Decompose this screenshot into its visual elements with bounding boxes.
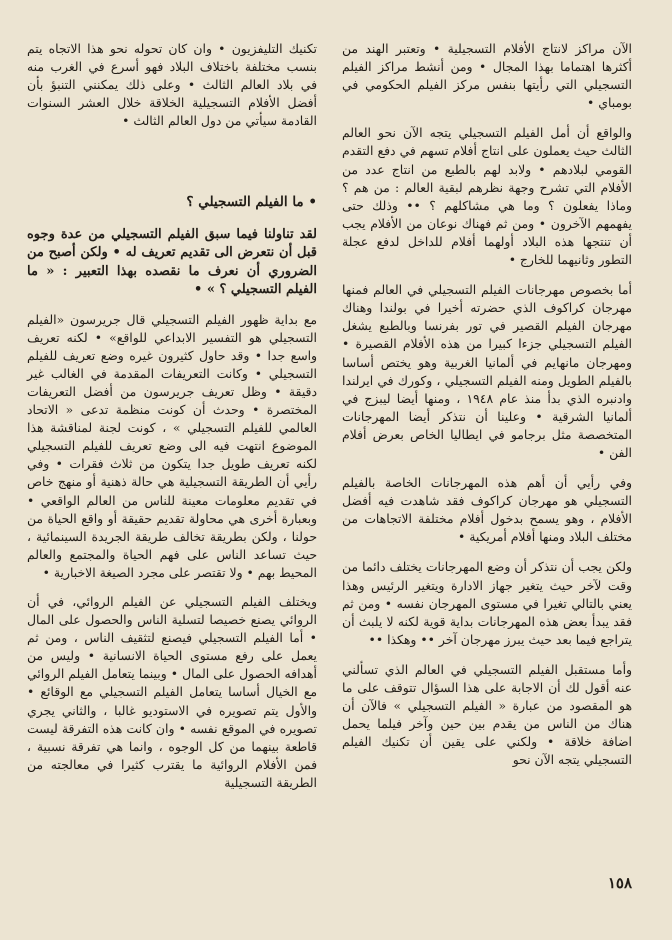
- paragraph: وفي رأيي أن أهم هذه المهرجانات الخاصة بالفيلم التسجيلي هو مهرجان كراكوف فقد شاهدت فيه أفضل الأفلام ، وهو يسمح بدخول أفلام مختلفة الاتجاهات من مختلف البلاد ومنها أفلام أمريكية •: [342, 475, 632, 545]
- paragraph: أما بخصوص مهرجانات الفيلم التسجيلي في العالم فمنها مهرجان كراكوف الذي حضرته أخيرا في بولندا وهناك مهرجان الفيلم القصير في تور بفرنسا وبالطبع يشغل الفيلم التسجيلي جزءا كبيرا من هذه الأفلام القصيرة • ومهرجان مانهايم في ألمانيا الغربية وهو يختص أساسا بالفيلم الطويل ومنه الفيلم التسجيلي ، وكورك في ايرلندا وادنبره الذي بدأ منذ عام ١٩٤٨ ، ومنها أيضا ليبزج في ألمانيا الشرقية • وعلينا أن نتذكر أيضا المهرجانات المتخصصة مثل برجامو في ايطاليا الخاص بعرض أفلام الفن •: [342, 282, 632, 460]
- right-column: [342, 40, 632, 781]
- paragraph: ولكن يجب أن نتذكر أن وضع المهرجانات يختلف دائما من وقت لآخر حيث يتغير جهاز الادارة ويتغير الرئيس وهذا يعني بالتالي تغيرا في مستوى المهرجان نفسه • ومن ثم فقد يبدأ بعض هذه المهرجانات بداية قوية لكنه لا يلبث أن يتراجع فيما بعد حيث يبرز مهرجان آخر •• وهكذا ••: [342, 559, 632, 647]
- lead-paragraph: لقد تناولنا فيما سبق الفيلم التسجيلي من عدة وجوه قبل أن نتعرض الى تقديم تعريف له • ولكن أصبح من الضروري أن نعرف ما نقصده بهذا التعبير : « ما الفيلم التسجيلي ؟ » •: [27, 226, 317, 298]
- paragraph: مع بداية ظهور الفيلم التسجيلي قال جريرسون «الفيلم التسجيلي هو التفسير الابداعي للواقع» • لكنه تعريف واسع جدا • وقد حاول كثيرون غيره وضع تعريف للفيلم التسجيلي • وكانت التعريفات المقدمة في الغالب غير دقيقة • وظل تعريف جريرسون من أفضل التعريفات المختصرة • وحدث أن كونت منظمة تدعى « الاتحاد العالمي للفيلم التسجيلي » ، كونت لجنة لمناقشة هذا الموضوع انتهت فيه الى وضع تعريف للفيلم التسجيلي لكنه تعريف طويل جدا يتكون من ثلاث فقرات • وفي رأيي أن الطريقة التسجيلية هي حالة ذهنية أو منهج خاص في تقديم معلومات معينة للناس من العالم الواقعي • وبعبارة أخرى هي محاولة تقديم حقيقة أو واقع الحياة من حولنا ، ولكن بطريقة تخالف طريقة الجريدة السينمائية ، حيث تساعد الناس على فهم الحياة والمجتمع والعالم المحيط بهم • ولا تقتصر على مجرد الصيغة الاخبارية •: [27, 311, 317, 580]
- intro-paragraph: تكنيك التليفزيون • وان كان تحوله نحو هذا الاتجاه يتم بنسب مختلفة باختلاف البلاد فهو أسرع في الغرب منه في بلاد العالم الثالث • وعلى ذلك يمكنني التنبؤ بأن أفضل الأفلام التسجيلية الخلاقة خلال العشر السنوات القادمة سيأتي من دول العالم الثالث •: [27, 41, 317, 129]
- left-column: [27, 40, 317, 803]
- paragraph: والواقع أن أمل الفيلم التسجيلي يتجه الآن نحو العالم الثالث حيث يعملون على انتاج أفلام تسهم في دفع التقدم القومي لبلادهم • ولابد لهم بالطبع من انتاج عدد من الأفلام التي تشرح وجهة نظرهم لبقية العالم : من هم ؟ وماذا يفعلون ؟ وما هي مشاكلهم ؟ •• وذلك حتى يفهمهم الآخرون • ومن ثم فهناك نوعان من الأفلام يجب أن تنتجها هذه البلاد أولهما أفلام للداخل لدفع عجلة التطور وثانيهما للخارج •: [342, 125, 632, 268]
- paragraph: ويختلف الفيلم التسجيلي عن الفيلم الروائي، في أن الروائي يصنع خصيصا لتسلية الناس والحصول على المال • أما الفيلم التسجيلي فيصنع لتثقيف الناس ، ومن ثم يعمل على رفع مستوى الحياة الانسانية • وليس من أهدافه الحصول على المال • وبينما يتعامل الفيلم الروائي مع الخيال أساسا يتعامل الفيلم التسجيلي مع الوقائع • والأول يتم تصويره في الاستوديو غالبا ، والثاني يجري تصويره في الموقع نفسه • وان كانت هذه التفرقة ليست قاطعة بينهما من كل الوجوه ، وانما هي تفرقة نسبية ، فمن الأفلام الروائية ما يقترب كثيرا في معالجته من الطريقة التسجيلية: [27, 593, 317, 790]
- page-number: ١٥٨: [607, 874, 632, 892]
- section-spacer: [27, 141, 317, 193]
- section-heading: • ما الفيلم التسجيلي ؟: [186, 194, 317, 211]
- paragraph: وأما مستقبل الفيلم التسجيلي في العالم الذي تسألني عنه أقول لك أن الاجابة على هذا السؤال تتوقف على ما هو المقصود من عبارة « الفيلم التسجيلي » فالآن أن هناك من الناس من يقدم بين حين وآخر فيلما يحمل اضافة خلاقة • ولكني على يقين أن تكنيك الفيلم التسجيلي يتجه الآن نحو: [342, 661, 632, 768]
- paragraph: الآن مراكز لانتاج الأفلام التسجيلية • وتعتبر الهند من أكثرها اهتماما بهذا المجال • ومن أنشط مراكز الفيلم التسجيلي التي رأيتها بنفس مركز الفيلم الحكومي في بومباي •: [342, 41, 632, 111]
